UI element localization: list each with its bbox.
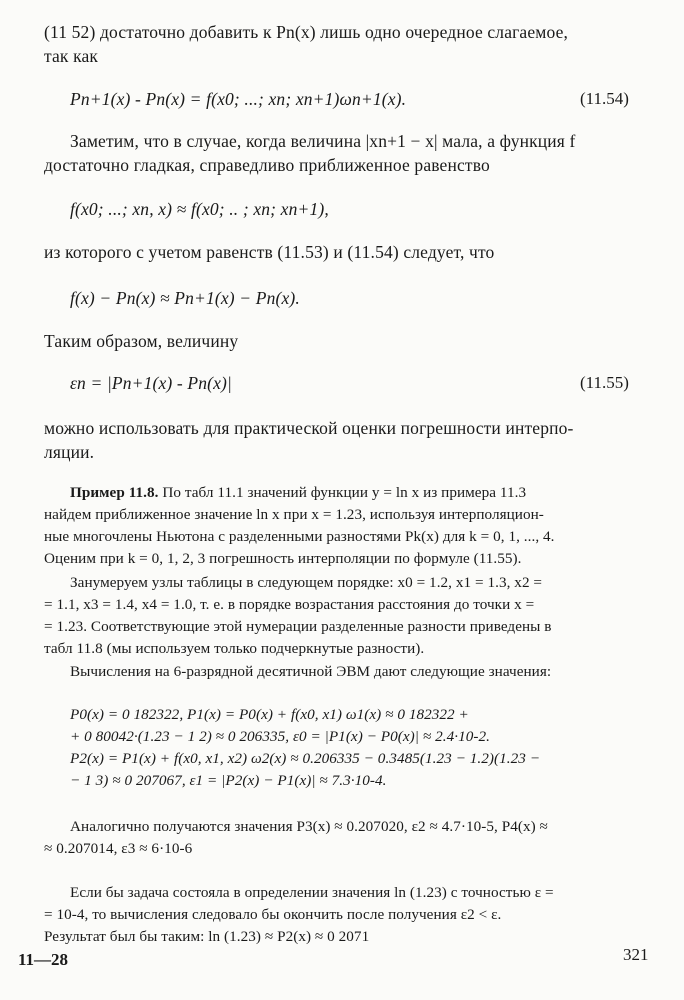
paragraph-5-line-1: можно использовать для практической оценки погрешности интерпо- — [44, 418, 574, 438]
example-line-1 — [70, 484, 526, 502]
values-line-1: P0(x) = 0 182322, P1(x) = P0(x) + f(x0, x1) ω1(x) ≈ 0 182322 + — [70, 706, 469, 723]
example-line-2: найдем приближенное значение ln x при x = 1.23, используя интерполяцион- — [44, 506, 544, 523]
intro-line-1: (11 52) достаточно добавить к Pn(x) лишь одно очередное слагаемое, — [44, 22, 569, 42]
equation-11-55: εn = |Pn+1(x) - Pn(x)| — [70, 373, 232, 393]
paragraph-5-line-2: ляции. — [44, 442, 95, 462]
signature-mark: 11—28 — [18, 950, 69, 969]
equation-difference: f(x) − Pn(x) ≈ Pn+1(x) − Pn(x). — [70, 288, 300, 308]
page-number: 321 — [623, 945, 649, 964]
example-line-1-text: По табл 11.1 значений функции y = ln x из примера 11.3 — [162, 484, 527, 501]
equation-11-54: Pn+1(x) - Pn(x) = f(x0; ...; xn; xn+1)ωn+1(x). — [70, 89, 407, 109]
equation-approx: f(x0; ...; xn, x) ≈ f(x0; .. ; xn; xn+1), — [70, 199, 329, 219]
example-label: Пример 11.8. — [70, 484, 159, 501]
values-line-3: P2(x) = P1(x) + f(x0, x1, x2) ω2(x) ≈ 0.206335 − 0.3485(1.23 − 1.2)(1.23 − — [70, 750, 541, 767]
intro-line-2: так как — [44, 46, 99, 66]
enumerate-line-3: = 1.23. Соответствующие этой нумерации разделенные разности приведены в — [44, 618, 552, 635]
equation-number-11-54: (11.54) — [580, 89, 629, 108]
similar-line-1: Аналогично получаются значения P3(x) ≈ 0.207020, ε2 ≈ 4.7·10-5, P4(x) ≈ — [70, 818, 548, 835]
compute-line-1: Вычисления на 6-разрядной десятичной ЭВМ дают следующие значения: — [70, 663, 552, 680]
values-line-4: − 1 3) ≈ 0 207067, ε1 = |P2(x) − P1(x)| ≈ 7.3·10-4. — [70, 772, 387, 789]
paragraph-2-line-2: достаточно гладкая, справедливо приближенное равенство — [44, 155, 490, 175]
enumerate-line-2: = 1.1, x3 = 1.4, x4 = 1.0, т. е. в порядке возрастания расстояния до точки x = — [44, 596, 535, 613]
conclusion-line-3: Результат был бы таким: ln (1.23) ≈ P2(x) ≈ 0 2071 — [44, 928, 370, 945]
paragraph-4-line-1: Таким образом, величину — [44, 331, 239, 351]
enumerate-line-4: табл 11.8 (мы используем только подчеркнутые разности). — [44, 640, 425, 657]
conclusion-line-1: Если бы задача состояла в определении значения ln (1.23) с точностью ε = — [70, 884, 554, 901]
conclusion-line-2: = 10-4, то вычисления следовало бы окончить после получения ε2 < ε. — [44, 906, 502, 923]
similar-line-2: ≈ 0.207014, ε3 ≈ 6·10-6 — [44, 840, 193, 857]
paragraph-2-line-1: Заметим, что в случае, когда величина |xn+1 − x| мала, а функция f — [70, 131, 576, 151]
values-line-2: + 0 80042·(1.23 − 1 2) ≈ 0 206335, ε0 = |P1(x) − P0(x)| ≈ 2.4·10-2. — [70, 728, 490, 745]
enumerate-line-1: Занумеруем узлы таблицы в следующем порядке: x0 = 1.2, x1 = 1.3, x2 = — [70, 574, 543, 591]
equation-number-11-55: (11.55) — [580, 373, 629, 392]
example-line-3: ные многочлены Ньютона с разделенными разностями Pk(x) для k = 0, 1, ..., 4. — [44, 528, 555, 545]
paragraph-3-line-1: из которого с учетом равенств (11.53) и (11.54) следует, что — [44, 242, 495, 262]
example-line-4: Оценим при k = 0, 1, 2, 3 погрешность интерполяции по формуле (11.55). — [44, 550, 522, 567]
